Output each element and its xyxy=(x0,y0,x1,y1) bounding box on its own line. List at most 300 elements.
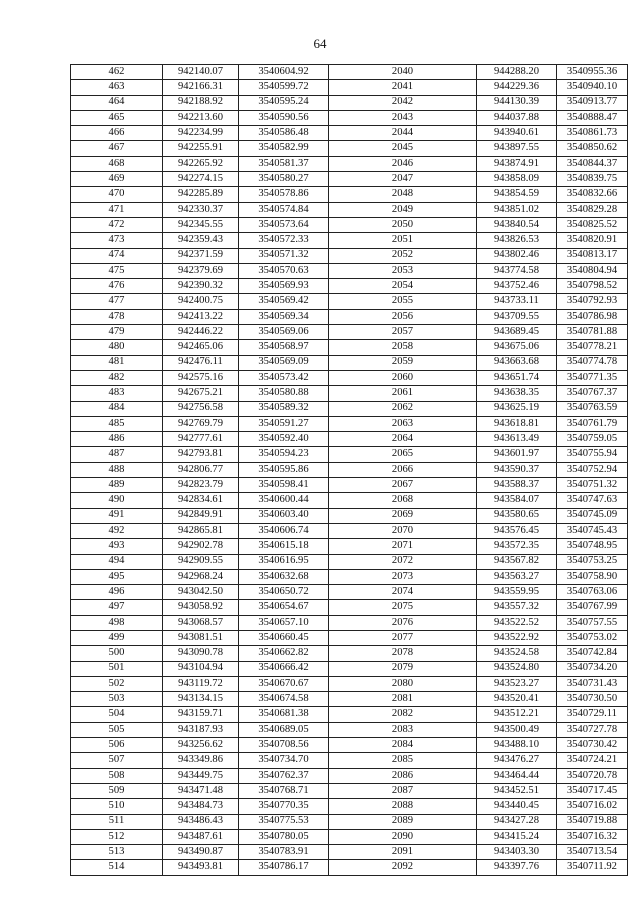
table-row xyxy=(71,738,628,753)
table-row xyxy=(71,279,628,294)
point-number-left: 494 xyxy=(71,554,163,569)
x-coordinate-right: 943851.02 xyxy=(477,202,557,217)
x-coordinate-right: 943651.74 xyxy=(477,370,557,385)
point-number-right: 2043 xyxy=(329,110,477,125)
point-number-left: 505 xyxy=(71,722,163,737)
y-coordinate-left: 3540660.45 xyxy=(239,630,329,645)
point-number-left: 486 xyxy=(71,432,163,447)
y-coordinate-right: 3540792.93 xyxy=(557,294,628,309)
x-coordinate-left: 943068.57 xyxy=(163,615,239,630)
point-number-right: 2076 xyxy=(329,615,477,630)
table-row xyxy=(71,202,628,217)
y-coordinate-left: 3540594.23 xyxy=(239,447,329,462)
point-number-left: 500 xyxy=(71,646,163,661)
x-coordinate-right: 943524.58 xyxy=(477,646,557,661)
y-coordinate-left: 3540573.64 xyxy=(239,217,329,232)
coordinates-table-body xyxy=(71,65,628,876)
y-coordinate-left: 3540570.63 xyxy=(239,263,329,278)
y-coordinate-right: 3540861.73 xyxy=(557,126,628,141)
y-coordinate-right: 3540751.32 xyxy=(557,478,628,493)
point-number-right: 2065 xyxy=(329,447,477,462)
y-coordinate-left: 3540666.42 xyxy=(239,661,329,676)
y-coordinate-right: 3540832.66 xyxy=(557,187,628,202)
y-coordinate-right: 3540778.21 xyxy=(557,340,628,355)
point-number-right: 2049 xyxy=(329,202,477,217)
x-coordinate-left: 942359.43 xyxy=(163,233,239,248)
point-number-right: 2081 xyxy=(329,692,477,707)
table-row xyxy=(71,753,628,768)
point-number-right: 2062 xyxy=(329,401,477,416)
table-row xyxy=(71,110,628,125)
y-coordinate-right: 3540786.98 xyxy=(557,309,628,324)
x-coordinate-right: 943522.92 xyxy=(477,630,557,645)
point-number-left: 465 xyxy=(71,110,163,125)
y-coordinate-right: 3540767.37 xyxy=(557,386,628,401)
y-coordinate-left: 3540574.84 xyxy=(239,202,329,217)
y-coordinate-left: 3540572.33 xyxy=(239,233,329,248)
y-coordinate-left: 3540775.53 xyxy=(239,814,329,829)
x-coordinate-left: 942793.81 xyxy=(163,447,239,462)
y-coordinate-right: 3540748.95 xyxy=(557,539,628,554)
point-number-left: 493 xyxy=(71,539,163,554)
x-coordinate-right: 943500.49 xyxy=(477,722,557,737)
x-coordinate-right: 943826.53 xyxy=(477,233,557,248)
point-number-right: 2063 xyxy=(329,416,477,431)
x-coordinate-right: 943663.68 xyxy=(477,355,557,370)
y-coordinate-left: 3540615.18 xyxy=(239,539,329,554)
y-coordinate-right: 3540757.55 xyxy=(557,615,628,630)
table-row xyxy=(71,141,628,156)
table-row xyxy=(71,462,628,477)
x-coordinate-right: 943476.27 xyxy=(477,753,557,768)
x-coordinate-right: 943802.46 xyxy=(477,248,557,263)
x-coordinate-right: 943840.54 xyxy=(477,217,557,232)
x-coordinate-right: 943858.09 xyxy=(477,172,557,187)
point-number-left: 492 xyxy=(71,523,163,538)
coordinates-table xyxy=(70,64,628,876)
y-coordinate-right: 3540804.94 xyxy=(557,263,628,278)
point-number-left: 476 xyxy=(71,279,163,294)
point-number-left: 462 xyxy=(71,65,163,80)
y-coordinate-left: 3540657.10 xyxy=(239,615,329,630)
x-coordinate-right: 943638.35 xyxy=(477,386,557,401)
table-row xyxy=(71,447,628,462)
y-coordinate-left: 3540600.44 xyxy=(239,493,329,508)
point-number-left: 463 xyxy=(71,80,163,95)
x-coordinate-right: 943415.24 xyxy=(477,829,557,844)
y-coordinate-left: 3540573.42 xyxy=(239,370,329,385)
point-number-right: 2058 xyxy=(329,340,477,355)
table-row xyxy=(71,156,628,171)
point-number-left: 466 xyxy=(71,126,163,141)
y-coordinate-right: 3540742.84 xyxy=(557,646,628,661)
x-coordinate-left: 943256.62 xyxy=(163,738,239,753)
x-coordinate-left: 942476.11 xyxy=(163,355,239,370)
table-row xyxy=(71,508,628,523)
x-coordinate-left: 943104.94 xyxy=(163,661,239,676)
x-coordinate-left: 943349.86 xyxy=(163,753,239,768)
y-coordinate-right: 3540888.47 xyxy=(557,110,628,125)
y-coordinate-right: 3540753.25 xyxy=(557,554,628,569)
y-coordinate-right: 3540759.05 xyxy=(557,432,628,447)
point-number-left: 484 xyxy=(71,401,163,416)
point-number-left: 501 xyxy=(71,661,163,676)
x-coordinate-right: 943613.49 xyxy=(477,432,557,447)
point-number-left: 499 xyxy=(71,630,163,645)
y-coordinate-right: 3540716.02 xyxy=(557,799,628,814)
point-number-right: 2069 xyxy=(329,508,477,523)
table-row xyxy=(71,432,628,447)
y-coordinate-left: 3540768.71 xyxy=(239,783,329,798)
table-row xyxy=(71,539,628,554)
point-number-right: 2055 xyxy=(329,294,477,309)
x-coordinate-left: 942756.58 xyxy=(163,401,239,416)
y-coordinate-left: 3540616.95 xyxy=(239,554,329,569)
y-coordinate-right: 3540711.92 xyxy=(557,860,628,875)
y-coordinate-left: 3540632.68 xyxy=(239,569,329,584)
table-row xyxy=(71,478,628,493)
x-coordinate-left: 943484.73 xyxy=(163,799,239,814)
x-coordinate-left: 943493.81 xyxy=(163,860,239,875)
y-coordinate-right: 3540745.43 xyxy=(557,523,628,538)
x-coordinate-right: 943584.07 xyxy=(477,493,557,508)
point-number-right: 2090 xyxy=(329,829,477,844)
x-coordinate-right: 943397.76 xyxy=(477,860,557,875)
point-number-right: 2083 xyxy=(329,722,477,737)
x-coordinate-left: 943490.87 xyxy=(163,845,239,860)
x-coordinate-left: 943486.43 xyxy=(163,814,239,829)
point-number-left: 491 xyxy=(71,508,163,523)
table-row xyxy=(71,768,628,783)
point-number-right: 2044 xyxy=(329,126,477,141)
x-coordinate-right: 943897.55 xyxy=(477,141,557,156)
y-coordinate-left: 3540591.27 xyxy=(239,416,329,431)
table-row xyxy=(71,126,628,141)
table-row xyxy=(71,845,628,860)
point-number-right: 2059 xyxy=(329,355,477,370)
point-number-left: 495 xyxy=(71,569,163,584)
y-coordinate-right: 3540752.94 xyxy=(557,462,628,477)
y-coordinate-left: 3540580.27 xyxy=(239,172,329,187)
y-coordinate-left: 3540569.09 xyxy=(239,355,329,370)
x-coordinate-left: 943471.48 xyxy=(163,783,239,798)
x-coordinate-left: 942255.91 xyxy=(163,141,239,156)
point-number-left: 509 xyxy=(71,783,163,798)
y-coordinate-right: 3540844.37 xyxy=(557,156,628,171)
y-coordinate-left: 3540598.41 xyxy=(239,478,329,493)
x-coordinate-left: 942823.79 xyxy=(163,478,239,493)
table-row xyxy=(71,799,628,814)
y-coordinate-left: 3540786.17 xyxy=(239,860,329,875)
x-coordinate-right: 943601.97 xyxy=(477,447,557,462)
y-coordinate-right: 3540940.10 xyxy=(557,80,628,95)
x-coordinate-left: 942285.89 xyxy=(163,187,239,202)
point-number-right: 2051 xyxy=(329,233,477,248)
y-coordinate-left: 3540589.32 xyxy=(239,401,329,416)
point-number-left: 471 xyxy=(71,202,163,217)
y-coordinate-right: 3540719.88 xyxy=(557,814,628,829)
x-coordinate-right: 943567.82 xyxy=(477,554,557,569)
point-number-right: 2047 xyxy=(329,172,477,187)
y-coordinate-right: 3540829.28 xyxy=(557,202,628,217)
x-coordinate-left: 943187.93 xyxy=(163,722,239,737)
y-coordinate-right: 3540763.59 xyxy=(557,401,628,416)
point-number-right: 2040 xyxy=(329,65,477,80)
point-number-right: 2045 xyxy=(329,141,477,156)
y-coordinate-left: 3540603.40 xyxy=(239,508,329,523)
table-row xyxy=(71,661,628,676)
table-row xyxy=(71,340,628,355)
x-coordinate-right: 943752.46 xyxy=(477,279,557,294)
y-coordinate-right: 3540729.11 xyxy=(557,707,628,722)
x-coordinate-left: 943081.51 xyxy=(163,630,239,645)
y-coordinate-left: 3540689.05 xyxy=(239,722,329,737)
y-coordinate-right: 3540716.32 xyxy=(557,829,628,844)
x-coordinate-left: 942968.24 xyxy=(163,569,239,584)
point-number-left: 497 xyxy=(71,600,163,615)
x-coordinate-right: 943625.19 xyxy=(477,401,557,416)
point-number-left: 485 xyxy=(71,416,163,431)
x-coordinate-right: 943452.51 xyxy=(477,783,557,798)
x-coordinate-left: 942330.37 xyxy=(163,202,239,217)
x-coordinate-right: 943576.45 xyxy=(477,523,557,538)
x-coordinate-right: 943854.59 xyxy=(477,187,557,202)
y-coordinate-right: 3540781.88 xyxy=(557,325,628,340)
y-coordinate-right: 3540825.52 xyxy=(557,217,628,232)
table-row xyxy=(71,615,628,630)
point-number-left: 511 xyxy=(71,814,163,829)
x-coordinate-left: 942140.07 xyxy=(163,65,239,80)
y-coordinate-right: 3540813.17 xyxy=(557,248,628,263)
table-row xyxy=(71,722,628,737)
y-coordinate-right: 3540758.90 xyxy=(557,569,628,584)
point-number-right: 2080 xyxy=(329,676,477,691)
x-coordinate-right: 943512.21 xyxy=(477,707,557,722)
table-row xyxy=(71,630,628,645)
point-number-right: 2053 xyxy=(329,263,477,278)
y-coordinate-left: 3540580.88 xyxy=(239,386,329,401)
x-coordinate-right: 943488.10 xyxy=(477,738,557,753)
y-coordinate-left: 3540569.06 xyxy=(239,325,329,340)
point-number-right: 2041 xyxy=(329,80,477,95)
point-number-right: 2068 xyxy=(329,493,477,508)
y-coordinate-right: 3540734.20 xyxy=(557,661,628,676)
table-row xyxy=(71,309,628,324)
y-coordinate-right: 3540761.79 xyxy=(557,416,628,431)
table-row xyxy=(71,187,628,202)
point-number-right: 2091 xyxy=(329,845,477,860)
point-number-left: 507 xyxy=(71,753,163,768)
y-coordinate-left: 3540599.72 xyxy=(239,80,329,95)
table-row xyxy=(71,386,628,401)
table-row xyxy=(71,646,628,661)
table-row xyxy=(71,676,628,691)
point-number-right: 2071 xyxy=(329,539,477,554)
table-row xyxy=(71,707,628,722)
y-coordinate-right: 3540763.06 xyxy=(557,585,628,600)
x-coordinate-left: 943449.75 xyxy=(163,768,239,783)
point-number-left: 468 xyxy=(71,156,163,171)
page-number: 64 xyxy=(313,36,327,51)
x-coordinate-left: 942902.78 xyxy=(163,539,239,554)
point-number-right: 2078 xyxy=(329,646,477,661)
y-coordinate-left: 3540569.42 xyxy=(239,294,329,309)
x-coordinate-left: 943058.92 xyxy=(163,600,239,615)
point-number-left: 510 xyxy=(71,799,163,814)
point-number-right: 2074 xyxy=(329,585,477,600)
x-coordinate-left: 942446.22 xyxy=(163,325,239,340)
point-number-left: 487 xyxy=(71,447,163,462)
x-coordinate-right: 943689.45 xyxy=(477,325,557,340)
table-row xyxy=(71,65,628,80)
x-coordinate-right: 943572.35 xyxy=(477,539,557,554)
point-number-right: 2087 xyxy=(329,783,477,798)
x-coordinate-left: 942265.92 xyxy=(163,156,239,171)
y-coordinate-right: 3540767.99 xyxy=(557,600,628,615)
y-coordinate-right: 3540727.78 xyxy=(557,722,628,737)
point-number-right: 2046 xyxy=(329,156,477,171)
x-coordinate-left: 942166.31 xyxy=(163,80,239,95)
point-number-right: 2089 xyxy=(329,814,477,829)
table-row xyxy=(71,370,628,385)
point-number-right: 2079 xyxy=(329,661,477,676)
table-row xyxy=(71,233,628,248)
y-coordinate-left: 3540770.35 xyxy=(239,799,329,814)
point-number-left: 489 xyxy=(71,478,163,493)
x-coordinate-left: 942188.92 xyxy=(163,95,239,110)
point-number-right: 2082 xyxy=(329,707,477,722)
x-coordinate-left: 942274.15 xyxy=(163,172,239,187)
y-coordinate-left: 3540578.86 xyxy=(239,187,329,202)
point-number-right: 2070 xyxy=(329,523,477,538)
x-coordinate-left: 943119.72 xyxy=(163,676,239,691)
y-coordinate-left: 3540606.74 xyxy=(239,523,329,538)
point-number-right: 2086 xyxy=(329,768,477,783)
point-number-right: 2060 xyxy=(329,370,477,385)
x-coordinate-right: 943403.30 xyxy=(477,845,557,860)
table-row xyxy=(71,263,628,278)
y-coordinate-left: 3540783.91 xyxy=(239,845,329,860)
table-row xyxy=(71,172,628,187)
point-number-left: 472 xyxy=(71,217,163,232)
point-number-left: 481 xyxy=(71,355,163,370)
y-coordinate-left: 3540650.72 xyxy=(239,585,329,600)
x-coordinate-right: 943440.45 xyxy=(477,799,557,814)
y-coordinate-right: 3540820.91 xyxy=(557,233,628,248)
y-coordinate-left: 3540734.70 xyxy=(239,753,329,768)
x-coordinate-right: 943559.95 xyxy=(477,585,557,600)
y-coordinate-right: 3540798.52 xyxy=(557,279,628,294)
point-number-left: 512 xyxy=(71,829,163,844)
x-coordinate-left: 942575.16 xyxy=(163,370,239,385)
y-coordinate-right: 3540713.54 xyxy=(557,845,628,860)
point-number-right: 2072 xyxy=(329,554,477,569)
table-row xyxy=(71,569,628,584)
y-coordinate-left: 3540582.99 xyxy=(239,141,329,156)
point-number-right: 2061 xyxy=(329,386,477,401)
point-number-left: 504 xyxy=(71,707,163,722)
point-number-right: 2092 xyxy=(329,860,477,875)
point-number-left: 474 xyxy=(71,248,163,263)
y-coordinate-right: 3540850.62 xyxy=(557,141,628,156)
y-coordinate-left: 3540595.24 xyxy=(239,95,329,110)
point-number-left: 479 xyxy=(71,325,163,340)
point-number-left: 473 xyxy=(71,233,163,248)
table-row xyxy=(71,829,628,844)
y-coordinate-left: 3540780.05 xyxy=(239,829,329,844)
y-coordinate-left: 3540590.56 xyxy=(239,110,329,125)
point-number-right: 2075 xyxy=(329,600,477,615)
point-number-left: 490 xyxy=(71,493,163,508)
point-number-right: 2050 xyxy=(329,217,477,232)
x-coordinate-right: 943588.37 xyxy=(477,478,557,493)
point-number-right: 2084 xyxy=(329,738,477,753)
point-number-left: 503 xyxy=(71,692,163,707)
x-coordinate-left: 942769.79 xyxy=(163,416,239,431)
x-coordinate-left: 942865.81 xyxy=(163,523,239,538)
x-coordinate-left: 942345.55 xyxy=(163,217,239,232)
point-number-right: 2088 xyxy=(329,799,477,814)
x-coordinate-right: 944288.20 xyxy=(477,65,557,80)
y-coordinate-right: 3540774.78 xyxy=(557,355,628,370)
y-coordinate-left: 3540674.58 xyxy=(239,692,329,707)
table-row xyxy=(71,523,628,538)
x-coordinate-right: 944130.39 xyxy=(477,95,557,110)
y-coordinate-left: 3540592.40 xyxy=(239,432,329,447)
point-number-left: 467 xyxy=(71,141,163,156)
table-row xyxy=(71,355,628,370)
x-coordinate-left: 943042.50 xyxy=(163,585,239,600)
y-coordinate-right: 3540731.43 xyxy=(557,676,628,691)
y-coordinate-right: 3540745.09 xyxy=(557,508,628,523)
point-number-right: 2054 xyxy=(329,279,477,294)
x-coordinate-left: 942849.91 xyxy=(163,508,239,523)
x-coordinate-left: 942909.55 xyxy=(163,554,239,569)
point-number-left: 475 xyxy=(71,263,163,278)
table-row xyxy=(71,217,628,232)
table-row xyxy=(71,416,628,431)
y-coordinate-right: 3540730.42 xyxy=(557,738,628,753)
x-coordinate-right: 944037.88 xyxy=(477,110,557,125)
y-coordinate-right: 3540730.50 xyxy=(557,692,628,707)
x-coordinate-left: 943487.61 xyxy=(163,829,239,844)
y-coordinate-right: 3540839.75 xyxy=(557,172,628,187)
y-coordinate-right: 3540720.78 xyxy=(557,768,628,783)
x-coordinate-left: 942234.99 xyxy=(163,126,239,141)
point-number-right: 2048 xyxy=(329,187,477,202)
table-row xyxy=(71,80,628,95)
y-coordinate-right: 3540755.94 xyxy=(557,447,628,462)
y-coordinate-left: 3540762.37 xyxy=(239,768,329,783)
y-coordinate-left: 3540681.38 xyxy=(239,707,329,722)
x-coordinate-left: 942413.22 xyxy=(163,309,239,324)
y-coordinate-left: 3540670.67 xyxy=(239,676,329,691)
x-coordinate-right: 943580.65 xyxy=(477,508,557,523)
y-coordinate-right: 3540724.21 xyxy=(557,753,628,768)
table-row xyxy=(71,783,628,798)
y-coordinate-left: 3540568.97 xyxy=(239,340,329,355)
y-coordinate-right: 3540717.45 xyxy=(557,783,628,798)
table-row xyxy=(71,554,628,569)
x-coordinate-right: 943618.81 xyxy=(477,416,557,431)
point-number-left: 514 xyxy=(71,860,163,875)
table-row xyxy=(71,95,628,110)
y-coordinate-left: 3540604.92 xyxy=(239,65,329,80)
table-row xyxy=(71,294,628,309)
y-coordinate-left: 3540569.93 xyxy=(239,279,329,294)
x-coordinate-left: 942675.21 xyxy=(163,386,239,401)
x-coordinate-right: 943557.32 xyxy=(477,600,557,615)
